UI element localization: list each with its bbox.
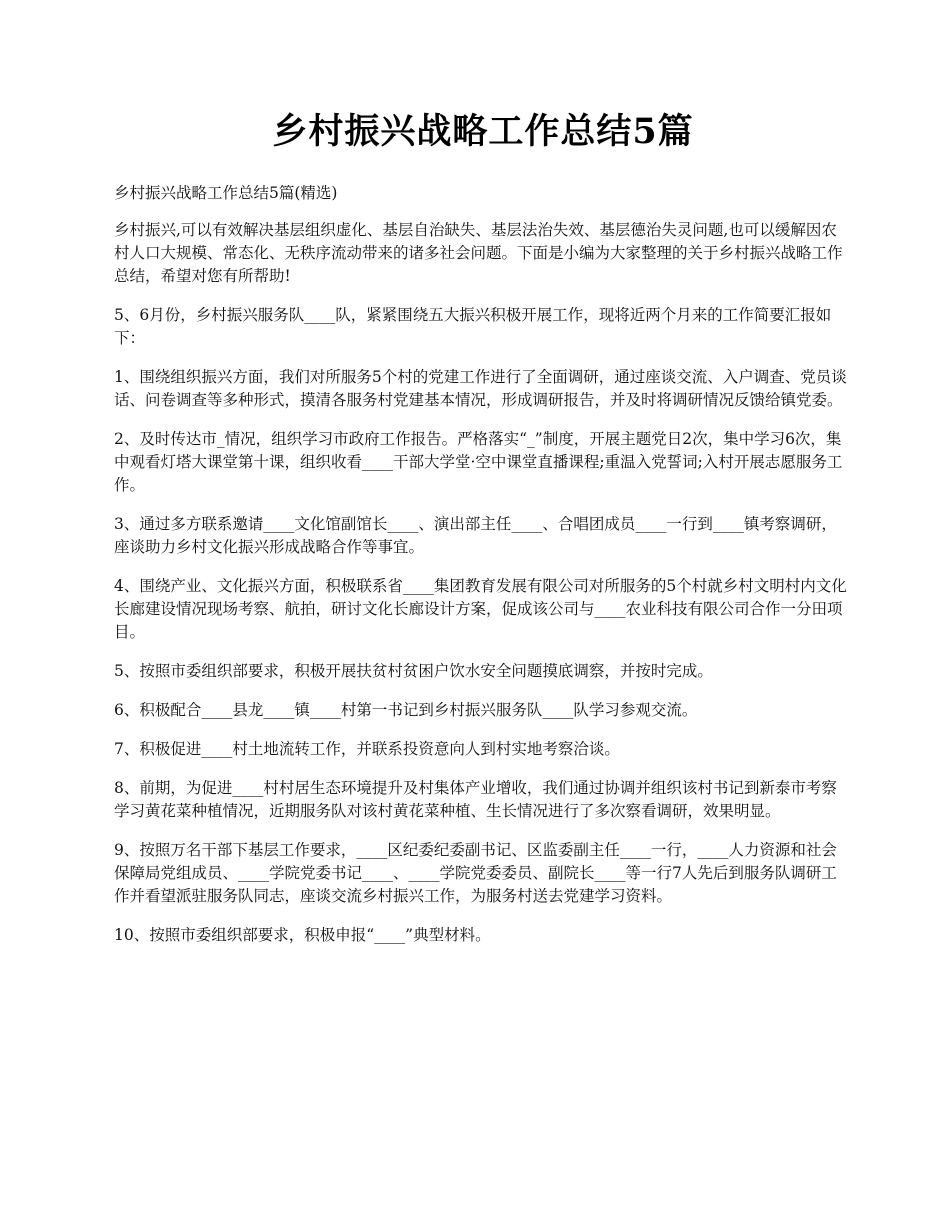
paragraph-intro: 乡村振兴,可以有效解决基层组织虚化、基层自治缺失、基层法治失效、基层德治失灵问题,也可以缓解因农村人口大规模、常态化、无秩序流动带来的诸多社会问题。下面是小编为大家整理的关于乡村振兴战略工作总结，希望对您有所帮助! — [114, 221, 843, 285]
paragraph-item-7: 7、积极促进____村土地流转工作，并联系投资意向人到村实地考察洽谈。 — [114, 740, 620, 758]
paragraph-item-5: 5、按照市委组织部要求，积极开展扶贫村贫困户饮水安全问题摸底调察，并按时完成。 — [114, 662, 713, 680]
paragraph-item-10: 10、按照市委组织部要求，积极申报“____”典型材料。 — [114, 926, 491, 944]
paragraph-item-6: 6、积极配合____县龙____镇____村第一书记到乡村振兴服务队____队学习参观交流。 — [114, 701, 698, 719]
paragraph-item-9: 9、按照万名干部下基层工作要求，____区纪委纪委副书记、区监委副主任____一行，____人力资源和社会保障局党组成员、____学院党委书记____、____学院党委委员、副院长____等一行7人先后到服务队调研工作并看望派驻服务队同志，座谈交流乡村振兴工作，为服务村送去党建学习资料。 — [114, 841, 837, 905]
paragraph-item-1: 1、围绕组织振兴方面，我们对所服务5个村的党建工作进行了全面调研，通过座谈交流、入户调查、党员谈话、问卷调查等多种形式，摸清各服务村党建基本情况，形成调研报告，并及时将调研情况反馈给镇党委。 — [114, 368, 847, 409]
document-subtitle: 乡村振兴战略工作总结5篇(精选) — [114, 184, 338, 202]
document-title: 乡村振兴战略工作总结5篇 — [272, 111, 694, 152]
paragraph-overview: 5、6月份，乡村振兴服务队____队，紧紧围绕五大振兴积极开展工作，现将近两个月来的工作简要汇报如下： — [114, 306, 832, 347]
paragraph-item-8: 8、前期，为促进____村村居生态环境提升及村集体产业增收，我们通过协调并组织该村书记到新泰市考察学习黄花菜种植情况，近期服务队对该村黄花菜种植、生长情况进行了多次察看调研，效果明显。 — [114, 779, 837, 820]
paragraph-item-3: 3、通过多方联系邀请____文化馆副馆长____、演出部主任____、合唱团成员____一行到____镇考察调研，座谈助力乡村文化振兴形成战略合作等事宜。 — [114, 515, 837, 556]
paragraph-item-2: 2、及时传达市_情况，组织学习市政府工作报告。严格落实“_”制度，开展主题党日2次，集中学习6次，集中观看灯塔大课堂第十课，组织收看____干部大学堂·空中课堂直播课程;重温入党誓词;入村开展志愿服务工作。 — [114, 430, 843, 494]
paragraph-item-4: 4、围绕产业、文化振兴方面，积极联系省____集团教育发展有限公司对所服务的5个村就乡村文明村内文化长廊建设情况现场考察、航拍，研讨文化长廊设计方案，促成该公司与____农业科技有限公司合作一分田项目。 — [114, 577, 847, 641]
